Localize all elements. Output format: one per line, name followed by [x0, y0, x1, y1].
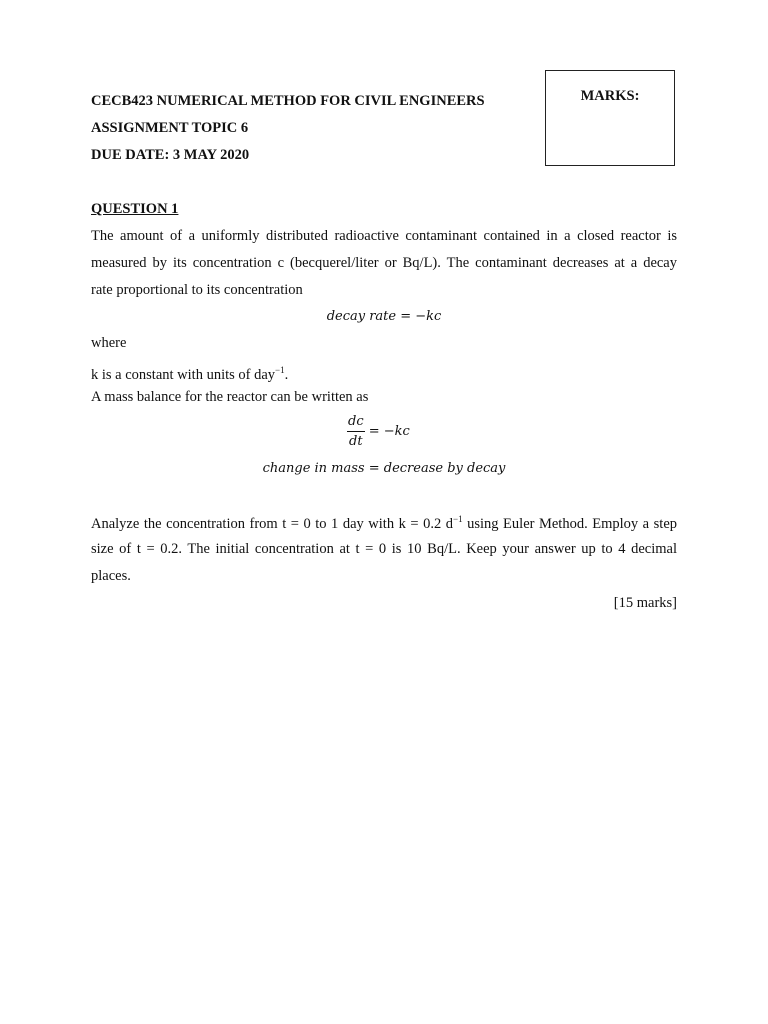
k-definition-exponent: −1: [275, 365, 285, 375]
para2-line1-text-b: using Euler Method. Employ a step: [462, 515, 677, 532]
equation-derivative: [347, 414, 410, 449]
where-label: where: [91, 335, 127, 351]
equation-mass-balance: change in mass = decrease by decay: [262, 461, 506, 476]
para1-line1: The amount of a uniformly distributed radioactive contaminant contained in a closed reactor is: [91, 228, 677, 244]
para1-line2: measured by its concentration c (becquerel/liter or Bq/L). The contaminant decreases at a decay: [91, 255, 677, 271]
due-date: DUE DATE: 3 MAY 2020: [91, 147, 250, 163]
fraction-numerator: dc: [347, 414, 365, 432]
para2-line1-text-a: Analyze the concentration from t = 0 to 1 day with k = 0.2 d: [91, 515, 453, 532]
para2-line3: places.: [91, 568, 131, 584]
fraction-denominator: dt: [349, 434, 363, 449]
k-definition-text: k is a constant with units of day: [91, 366, 276, 383]
marks-label: MARKS:: [580, 88, 640, 104]
assignment-title: ASSIGNMENT TOPIC 6: [91, 120, 249, 136]
k-definition-period: .: [284, 366, 289, 383]
para2-exponent: −1: [453, 514, 463, 524]
para2-line1: [91, 514, 677, 533]
marks-box: [545, 70, 675, 166]
derivative-fraction: [347, 414, 365, 449]
para1-line3: rate proportional to its concentration: [91, 282, 303, 298]
mass-balance-text: A mass balance for the reactor can be written as: [91, 389, 369, 405]
course-title: CECB423 NUMERICAL METHOD FOR CIVIL ENGINEERS: [91, 93, 485, 109]
question-marks: [15 marks]: [613, 595, 677, 611]
equation-decay-rate: decay rate = −kc: [326, 309, 442, 324]
derivative-rhs: = −kc: [368, 424, 410, 439]
para2-line2: size of t = 0.2. The initial concentration at t = 0 is 10 Bq/L. Keep your answer up to 4 decimal: [91, 541, 677, 557]
question-title: QUESTION 1: [91, 201, 179, 217]
